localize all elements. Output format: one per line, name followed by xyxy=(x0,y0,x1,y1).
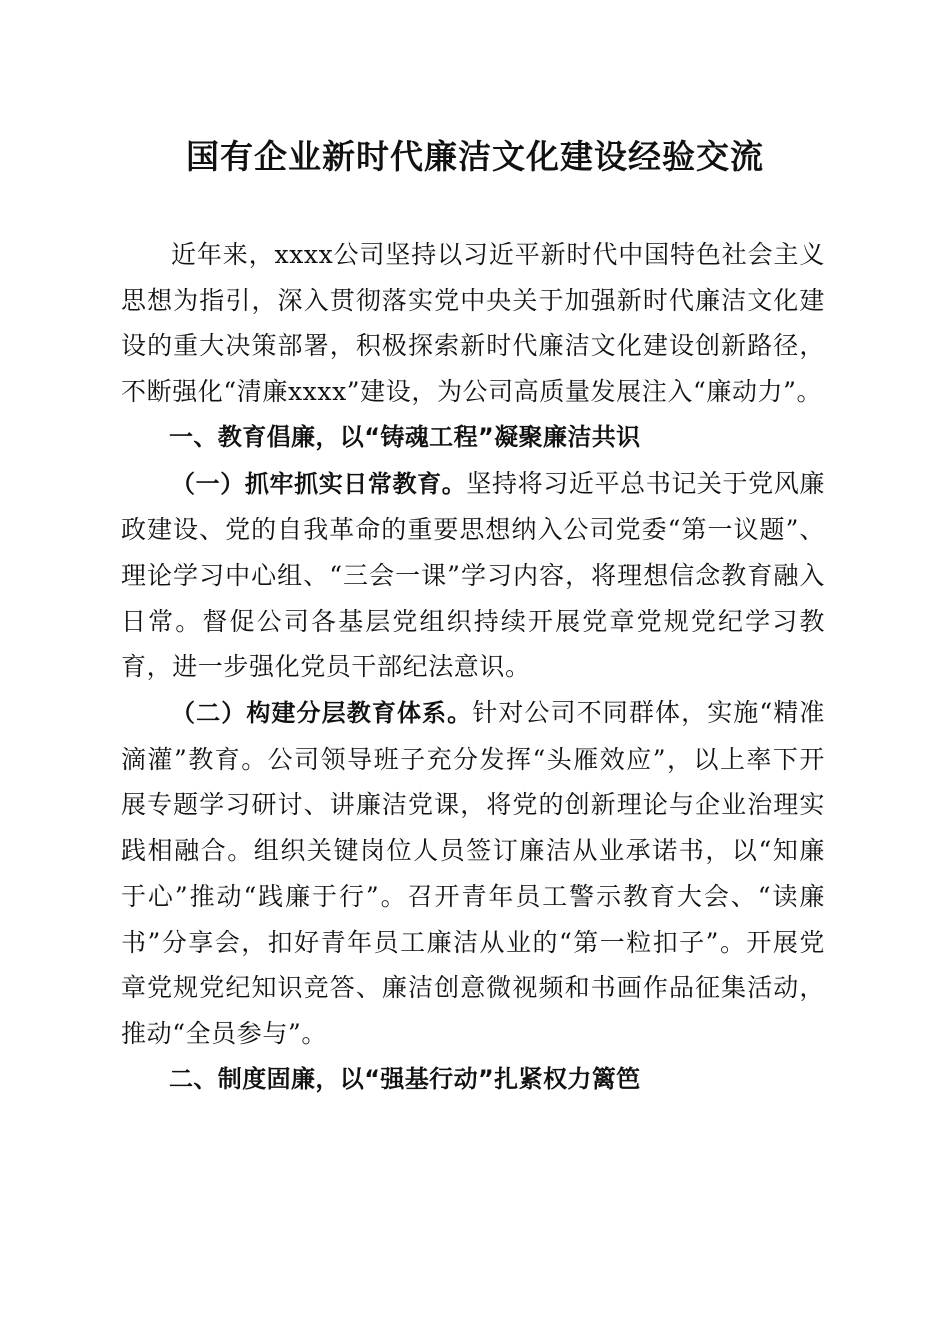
document-title: 国有企业新时代廉洁文化建设经验交流 xyxy=(186,137,764,176)
section-1-paragraph-2-lead: （二）构建分层教育体系。 xyxy=(171,699,473,728)
section-1-paragraph-2 xyxy=(121,690,825,1057)
document-body xyxy=(121,232,825,1102)
section-2-heading: 二、制度固廉，以“强基行动”扎紧权力篱笆 xyxy=(169,1064,641,1093)
section-1-paragraph-1 xyxy=(121,461,825,691)
section-1-paragraph-1-lead: （一）抓牢抓实日常教育。 xyxy=(171,469,467,498)
section-1-paragraph-1-text: 坚持将习近平总书记关于党风廉政建设、党的自我革命的重要思想纳入公司党委“第一议题”、理论学习中心组、“三会一课”学习内容，将理想信念教育融入日常。督促公司各基层党组织持续开展党章党规党纪学习教育，进一步强化党员干部纪法意识。 xyxy=(121,468,825,682)
section-1-heading: 一、教育倡廉，以“铸魂工程”凝聚廉洁共识 xyxy=(169,422,641,451)
section-1-paragraph-2-text: 针对公司不同群体，实施“精准滴灌”教育。公司领导班子充分发挥“头雁效应”，以上率下开展专题学习研讨、讲廉洁党课，将党的创新理论与企业治理实践相融合。组织关键岗位人员签订廉洁从业承诺书，以“知廉于心”推动“践廉于行”。召开青年员工警示教育大会、“读廉书”分享会，扣好青年员工廉洁从业的“第一粒扣子”。开展党章党规党纪知识竞答、廉洁创意微视频和书画作品征集活动，推动“全员参与”。 xyxy=(121,698,826,1048)
intro-paragraph: 近年来，xxxx公司坚持以习近平新时代中国特色社会主义思想为指引，深入贯彻落实党中央关于加强新时代廉洁文化建设的重大决策部署，积极探索新时代廉洁文化建设创新路径，不断强化“清廉xxxx”建设，为公司高质量发展注入“廉动力”。 xyxy=(121,240,825,407)
